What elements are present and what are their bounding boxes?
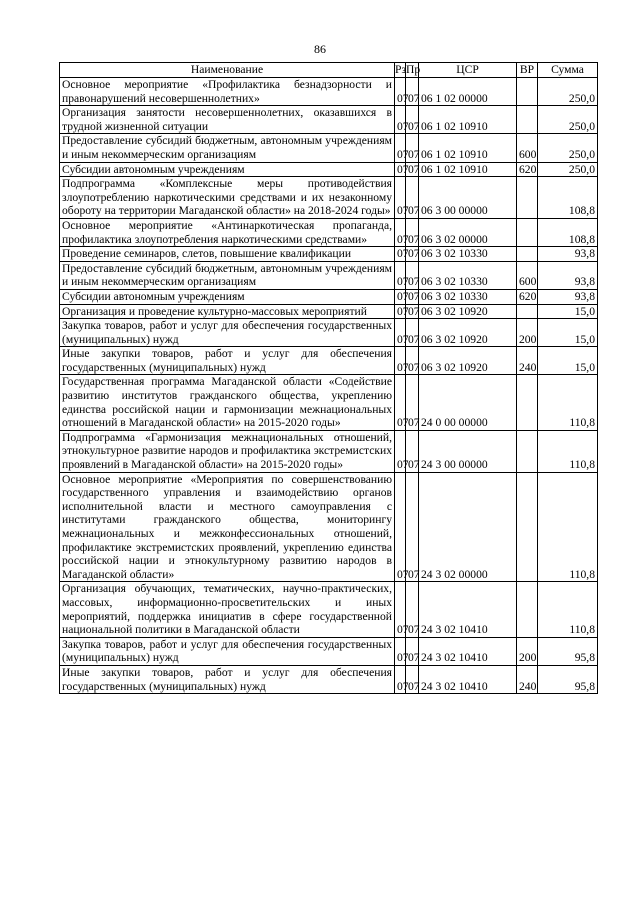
row-vr	[517, 106, 538, 134]
row-vr	[517, 218, 538, 246]
row-name: Подпрограмма «Гармонизация межнациональных отношений, этнокультурное развитие народов и профилактика экстремистских проявлений в Магаданской области» на 2015-2020 годы»	[60, 430, 395, 472]
row-vr	[517, 375, 538, 430]
row-rz: 07	[395, 261, 406, 289]
row-pr: 07	[406, 218, 419, 246]
row-csr: 06 1 02 10910	[419, 106, 517, 134]
row-sum: 108,8	[538, 218, 598, 246]
row-pr: 07	[406, 375, 419, 430]
row-vr	[517, 430, 538, 472]
row-pr: 07	[406, 177, 419, 219]
table-row	[60, 319, 598, 347]
row-name: Субсидии автономным учреждениям	[60, 289, 395, 304]
header-rz: Рз	[395, 63, 407, 77]
row-csr: 06 3 02 10920	[419, 304, 517, 319]
row-pr: 07	[406, 347, 419, 375]
table-row	[60, 106, 598, 134]
row-vr	[517, 247, 538, 262]
row-name: Основное мероприятие «Мероприятия по совершенствованию государственного управления и взаимодействию органов исполнительной власти и местного самоуправления с институтами гражданского общества, мониторингу межнациональных и межконфессиональных отношений, профилактике экстремистских проявлений, укреплению единства российской нации и этнокультурному развитию народов в Магаданской области»	[60, 472, 395, 582]
row-vr	[517, 78, 538, 106]
table-row	[60, 162, 598, 177]
row-sum: 15,0	[538, 304, 598, 319]
row-csr: 24 3 02 10410	[419, 665, 517, 693]
row-csr: 06 3 02 10920	[419, 319, 517, 347]
row-rz: 07	[395, 347, 406, 375]
row-vr	[517, 582, 538, 637]
table-row	[60, 78, 598, 106]
row-name: Организация обучающих, тематических, научно-практических, массовых, информационно-просветительских и иных мероприятий, поддержка инициатив в сфере государственной национальной политики в Магаданской области	[60, 582, 395, 637]
row-csr: 06 3 02 00000	[419, 218, 517, 246]
row-pr: 07	[406, 430, 419, 472]
row-pr: 07	[406, 304, 419, 319]
row-name: Основное мероприятие «Антинаркотическая пропаганда, профилактика злоупотребления наркотическими средствами»	[60, 218, 395, 246]
header-name: Наименование	[60, 63, 395, 78]
row-name: Закупка товаров, работ и услуг для обеспечения государственных (муниципальных) нужд	[60, 637, 395, 665]
budget-table	[59, 62, 598, 694]
table-row	[60, 247, 598, 262]
table-row	[60, 347, 598, 375]
row-name: Организация занятости несовершеннолетних, оказавшихся в трудной жизненной ситуации	[60, 106, 395, 134]
row-sum: 110,8	[538, 472, 598, 582]
header-vr: ВР	[517, 63, 538, 78]
row-csr: 24 3 02 00000	[419, 472, 517, 582]
header-pr: Пр	[406, 63, 421, 77]
row-name: Проведение семинаров, слетов, повышение квалификации	[60, 247, 395, 262]
table-row	[60, 177, 598, 219]
row-sum: 250,0	[538, 134, 598, 162]
table-row	[60, 375, 598, 430]
row-csr: 24 0 00 00000	[419, 375, 517, 430]
row-rz: 07	[395, 375, 406, 430]
row-rz: 07	[395, 472, 406, 582]
row-sum: 15,0	[538, 319, 598, 347]
table-row	[60, 665, 598, 693]
row-vr: 200	[517, 637, 538, 665]
row-sum: 250,0	[538, 106, 598, 134]
row-rz: 07	[395, 106, 406, 134]
row-pr: 07	[406, 582, 419, 637]
table-row	[60, 472, 598, 582]
row-name: Иные закупки товаров, работ и услуг для обеспечения государственных (муниципальных) нужд	[60, 347, 395, 375]
row-sum: 93,8	[538, 289, 598, 304]
row-rz: 07	[395, 319, 406, 347]
row-csr: 06 1 02 10910	[419, 162, 517, 177]
table-row	[60, 430, 598, 472]
row-pr: 07	[406, 134, 419, 162]
row-name: Основное мероприятие «Профилактика безнадзорности и правонарушений несовершеннолетних»	[60, 78, 395, 106]
row-sum: 250,0	[538, 78, 598, 106]
row-rz: 07	[395, 218, 406, 246]
row-vr	[517, 304, 538, 319]
row-name: Государственная программа Магаданской области «Содействие развитию институтов гражданского общества, укреплению единства российской нации и гармонизации межнациональных отношений в Магаданской области» на 2015-2020 годы»	[60, 375, 395, 430]
row-vr: 620	[517, 162, 538, 177]
row-rz: 07	[395, 162, 406, 177]
row-rz: 07	[395, 637, 406, 665]
row-csr: 06 3 02 10920	[419, 347, 517, 375]
row-pr: 07	[406, 289, 419, 304]
row-sum: 110,8	[538, 582, 598, 637]
row-pr: 07	[406, 472, 419, 582]
row-csr: 06 3 02 10330	[419, 289, 517, 304]
row-rz: 07	[395, 78, 406, 106]
table-row	[60, 289, 598, 304]
row-pr: 07	[406, 665, 419, 693]
table-row	[60, 261, 598, 289]
row-vr: 240	[517, 665, 538, 693]
row-sum: 108,8	[538, 177, 598, 219]
row-name: Подпрограмма «Комплексные меры противодействия злоупотреблению наркотическими средствами и их незаконному обороту на территории Магаданской области» на 2018-2024 годы»	[60, 177, 395, 219]
row-vr: 600	[517, 134, 538, 162]
row-pr: 07	[406, 319, 419, 347]
row-rz: 07	[395, 665, 406, 693]
table-row	[60, 582, 598, 637]
table-header-row	[60, 63, 598, 78]
row-vr: 600	[517, 261, 538, 289]
row-name: Предоставление субсидий бюджетным, автономным учреждениям и иным некоммерческим организациям	[60, 134, 395, 162]
row-pr: 07	[406, 261, 419, 289]
table-row	[60, 304, 598, 319]
row-csr: 24 3 00 00000	[419, 430, 517, 472]
row-name: Субсидии автономным учреждениям	[60, 162, 395, 177]
row-sum: 95,8	[538, 637, 598, 665]
row-csr: 06 3 02 10330	[419, 247, 517, 262]
row-vr: 620	[517, 289, 538, 304]
row-csr: 24 3 02 10410	[419, 637, 517, 665]
row-pr: 07	[406, 247, 419, 262]
row-rz: 07	[395, 134, 406, 162]
row-vr	[517, 472, 538, 582]
row-sum: 93,8	[538, 261, 598, 289]
row-sum: 110,8	[538, 375, 598, 430]
row-name: Закупка товаров, работ и услуг для обеспечения государственных (муниципальных) нужд	[60, 319, 395, 347]
row-name: Организация и проведение культурно-массовых мероприятий	[60, 304, 395, 319]
row-csr: 06 3 00 00000	[419, 177, 517, 219]
row-csr: 06 1 02 10910	[419, 134, 517, 162]
row-sum: 110,8	[538, 430, 598, 472]
row-sum: 95,8	[538, 665, 598, 693]
row-rz: 07	[395, 304, 406, 319]
row-rz: 07	[395, 289, 406, 304]
table-row	[60, 637, 598, 665]
row-name: Предоставление субсидий бюджетным, автономным учреждениям и иным некоммерческим организациям	[60, 261, 395, 289]
header-csr: ЦСР	[419, 63, 517, 78]
row-pr: 07	[406, 106, 419, 134]
table-row	[60, 218, 598, 246]
page-number: 86	[314, 42, 326, 56]
row-rz: 07	[395, 177, 406, 219]
header-sum: Сумма	[538, 63, 598, 78]
row-csr: 06 3 02 10330	[419, 261, 517, 289]
row-sum: 15,0	[538, 347, 598, 375]
row-vr: 240	[517, 347, 538, 375]
row-sum: 93,8	[538, 247, 598, 262]
row-sum: 250,0	[538, 162, 598, 177]
row-vr: 200	[517, 319, 538, 347]
row-rz: 07	[395, 247, 406, 262]
row-rz: 07	[395, 582, 406, 637]
row-pr: 07	[406, 637, 419, 665]
row-csr: 06 1 02 00000	[419, 78, 517, 106]
row-pr: 07	[406, 78, 419, 106]
row-name: Иные закупки товаров, работ и услуг для обеспечения государственных (муниципальных) нужд	[60, 665, 395, 693]
row-rz: 07	[395, 430, 406, 472]
row-csr: 24 3 02 10410	[419, 582, 517, 637]
table-row	[60, 134, 598, 162]
row-pr: 07	[406, 162, 419, 177]
row-vr	[517, 177, 538, 219]
